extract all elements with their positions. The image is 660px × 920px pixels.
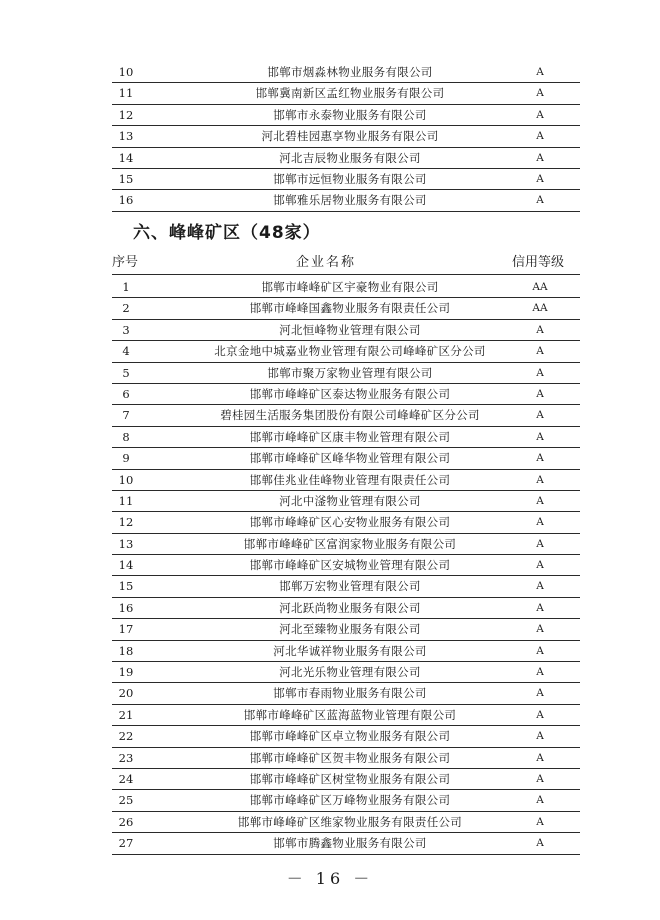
row-serial: 13 (118, 536, 134, 551)
row-company-name: 河北华诚祥物业服务有限公司 (273, 643, 427, 658)
row-company-name: 邯郸市聚万家物业管理有限公司 (267, 365, 433, 380)
row-credit-grade: A (536, 794, 544, 807)
row-credit-grade: A (536, 772, 544, 785)
row-credit-grade: A (536, 66, 544, 78)
row-company-name: 邯郸市峰峰矿区贺丰物业服务有限公司 (249, 750, 451, 765)
row-company-name: 河北跃尚物业服务有限公司 (279, 600, 421, 615)
row-company-name: 碧桂园生活服务集团股份有限公司峰峰矿区分公司 (220, 408, 480, 423)
row-serial: 4 (122, 344, 130, 359)
row-rule (112, 211, 580, 212)
row-credit-grade: A (536, 751, 544, 764)
row-company-name: 河北至臻物业服务有限公司 (279, 622, 421, 637)
table-row (0, 83, 660, 104)
row-credit-grade: A (536, 194, 544, 207)
table-row (0, 641, 660, 662)
row-company-name: 邯郸佳兆业佳峰物业管理有限责任公司 (249, 472, 451, 487)
row-company-name: 邯郸市峰峰矿区万峰物业服务有限公司 (249, 793, 451, 808)
table-row (0, 705, 660, 726)
table-row (0, 427, 660, 448)
row-serial: 20 (118, 686, 134, 701)
table-row (0, 148, 660, 169)
table-row (0, 812, 660, 833)
row-company-name: 邯郸市峰峰矿区树堂物业服务有限公司 (249, 771, 451, 786)
table-row (0, 105, 660, 126)
row-company-name: 河北光乐物业管理有限公司 (279, 665, 421, 680)
row-serial: 14 (118, 150, 134, 165)
table-row (0, 62, 660, 83)
row-credit-grade: A (536, 601, 544, 614)
row-company-name: 邯郸市峰峰国鑫物业服务有限责任公司 (249, 301, 451, 316)
table-row (0, 726, 660, 747)
row-credit-grade: AA (532, 302, 548, 315)
row-serial: 1 (122, 280, 130, 294)
table-row (0, 341, 660, 362)
table-row (0, 405, 660, 426)
row-serial: 9 (122, 451, 130, 466)
row-company-name: 邯郸市峰峰矿区卓立物业服务有限公司 (249, 729, 451, 744)
row-company-name: 邯郸市峰峰矿区维家物业服务有限责任公司 (237, 814, 463, 829)
row-credit-grade: A (536, 430, 544, 443)
row-credit-grade: A (536, 580, 544, 593)
row-credit-grade: A (536, 473, 544, 486)
row-credit-grade: A (536, 623, 544, 636)
row-credit-grade: A (536, 151, 544, 164)
row-credit-grade: A (536, 172, 544, 185)
table-row (0, 470, 660, 491)
table-row (0, 619, 660, 640)
row-serial: 24 (118, 771, 134, 786)
table-top-continued (0, 62, 660, 212)
table-row (0, 126, 660, 147)
row-company-name: 邯郸市峰峰矿区蓝海蓝物业管理有限公司 (243, 707, 457, 722)
row-company-name: 北京金地中城嘉业物业管理有限公司峰峰矿区分公司 (214, 344, 486, 359)
table-row (0, 491, 660, 512)
row-serial: 3 (122, 322, 130, 337)
table-row (0, 448, 660, 469)
row-serial: 13 (118, 129, 134, 144)
table-row (0, 833, 660, 854)
column-header-credit-grade: 信用等级 (512, 255, 565, 270)
row-credit-grade: A (536, 516, 544, 529)
row-serial: 10 (118, 65, 134, 79)
row-company-name: 邯郸市峰峰矿区峰华物业管理有限公司 (249, 451, 451, 466)
column-header-serial: 序号 (112, 255, 139, 270)
row-serial: 18 (118, 643, 134, 658)
header-rule (112, 274, 580, 275)
row-credit-grade: A (536, 452, 544, 465)
row-credit-grade: A (536, 687, 544, 700)
row-credit-grade: A (536, 345, 544, 358)
row-serial: 16 (118, 600, 134, 615)
row-credit-grade: A (536, 387, 544, 400)
row-company-name: 邯郸市腾鑫物业服务有限公司 (273, 836, 427, 851)
row-serial: 26 (118, 814, 134, 829)
row-company-name: 邯郸万宏物业管理有限公司 (279, 579, 421, 594)
row-credit-grade: A (536, 644, 544, 657)
row-company-name: 河北吉辰物业服务有限公司 (279, 150, 421, 165)
row-credit-grade: A (536, 730, 544, 743)
table-row (0, 748, 660, 769)
row-company-name: 邯郸市峰峰矿区康丰物业管理有限公司 (249, 429, 451, 444)
row-company-name: 邯郸市峰峰矿区富润家物业服务有限公司 (243, 536, 457, 551)
row-serial: 7 (122, 408, 130, 423)
row-credit-grade: A (536, 87, 544, 100)
row-company-name: 邯郸市峰峰矿区宇豪物业有限公司 (261, 280, 439, 294)
table-row (0, 512, 660, 533)
row-serial: 21 (118, 707, 134, 722)
row-company-name: 邯郸市峰峰矿区心安物业服务有限公司 (249, 515, 451, 530)
row-credit-grade: A (536, 537, 544, 550)
table-row (0, 683, 660, 704)
row-credit-grade: A (536, 559, 544, 572)
row-credit-grade: A (536, 708, 544, 721)
table-row (0, 534, 660, 555)
row-credit-grade: A (536, 837, 544, 850)
table-row (0, 790, 660, 811)
row-company-name: 邯郸市峰峰矿区安城物业管理有限公司 (249, 558, 451, 573)
row-serial: 5 (122, 365, 130, 380)
row-company-name: 邯郸市烟淼林物业服务有限公司 (267, 65, 433, 79)
row-serial: 15 (118, 171, 134, 186)
table-row (0, 769, 660, 790)
table-row (0, 555, 660, 576)
row-credit-grade: A (536, 366, 544, 379)
table-row (0, 662, 660, 683)
row-serial: 19 (118, 665, 134, 680)
row-credit-grade: A (536, 815, 544, 828)
table-row (0, 298, 660, 319)
table-row (0, 320, 660, 341)
row-company-name: 邯郸市远恒物业服务有限公司 (273, 171, 427, 186)
row-company-name: 邯郸冀南新区孟红物业服务有限公司 (255, 86, 445, 101)
row-company-name: 邯郸雅乐居物业服务有限公司 (273, 193, 427, 208)
table-row (0, 598, 660, 619)
row-serial: 15 (118, 579, 134, 594)
row-serial: 16 (118, 193, 134, 208)
section-heading: 六、峰峰矿区（48家） (133, 223, 321, 243)
row-serial: 22 (118, 729, 134, 744)
row-serial: 2 (122, 301, 130, 316)
page-number: － 16 － (286, 869, 374, 888)
row-serial: 17 (118, 622, 134, 637)
row-company-name: 河北中滏物业管理有限公司 (279, 493, 421, 508)
row-company-name: 邯郸市春雨物业服务有限公司 (273, 686, 427, 701)
row-serial: 10 (118, 472, 134, 487)
row-serial: 14 (118, 558, 134, 573)
table-row (0, 277, 660, 298)
row-serial: 27 (118, 836, 134, 851)
row-credit-grade: A (536, 130, 544, 143)
row-company-name: 邯郸市峰峰矿区泰达物业服务有限公司 (249, 386, 451, 401)
row-serial: 12 (118, 515, 134, 530)
row-serial: 11 (118, 86, 134, 101)
row-credit-grade: A (536, 323, 544, 336)
row-serial: 6 (122, 386, 130, 401)
row-credit-grade: A (536, 108, 544, 121)
table-row (0, 169, 660, 190)
table-fengfeng (0, 277, 660, 855)
table-row (0, 190, 660, 211)
row-serial: 25 (118, 793, 134, 808)
row-serial: 23 (118, 750, 134, 765)
row-credit-grade: A (536, 494, 544, 507)
table-row (0, 576, 660, 597)
row-serial: 11 (118, 493, 134, 508)
row-credit-grade: AA (532, 281, 548, 293)
row-company-name: 河北碧桂园惠享物业服务有限公司 (261, 129, 439, 144)
row-company-name: 河北恒峰物业管理有限公司 (279, 322, 421, 337)
row-serial: 12 (118, 107, 134, 122)
row-credit-grade: A (536, 409, 544, 422)
column-header-company: 企业名称 (296, 255, 357, 270)
row-company-name: 邯郸市永泰物业服务有限公司 (273, 107, 427, 122)
table-row (0, 363, 660, 384)
table-row (0, 384, 660, 405)
row-credit-grade: A (536, 666, 544, 679)
row-rule (112, 854, 580, 855)
row-serial: 8 (122, 429, 130, 444)
